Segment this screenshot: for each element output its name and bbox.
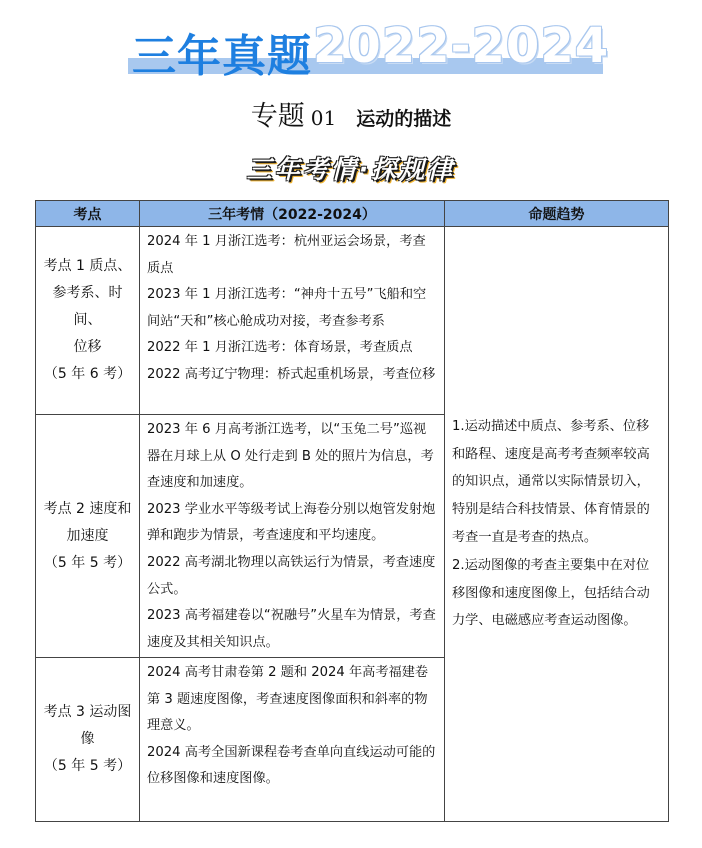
table-header-row bbox=[36, 201, 669, 227]
topic-line: 考点 2 速度和 bbox=[43, 500, 132, 517]
table-row bbox=[36, 227, 669, 415]
banner-years: 2022-2024 bbox=[313, 18, 610, 74]
exams-cell bbox=[140, 415, 445, 658]
exam-item: 2024 高考全国新课程卷考查单向直线运动可能的位移图像和速度图像。 bbox=[147, 744, 436, 787]
exam-item: 2022 高考湖北物理以高铁运行为情景，考查速度公式。 bbox=[147, 554, 436, 597]
exam-analysis-table bbox=[35, 200, 669, 822]
exam-item: 2022 高考辽宁物理：桥式起重机场景，考查位移 bbox=[147, 366, 436, 382]
topic-line: 加速度 bbox=[66, 527, 109, 544]
exams-cell bbox=[140, 658, 445, 822]
header-topic: 考点 bbox=[36, 201, 140, 227]
topic-count: （5 年 5 考） bbox=[43, 758, 132, 774]
page-title bbox=[0, 94, 702, 133]
title-subtitle: 运动的描述 bbox=[356, 108, 452, 130]
exams-cell bbox=[140, 227, 445, 415]
topic-line: 考点 1 质点、 bbox=[43, 258, 132, 274]
topic-line: 位移 bbox=[73, 339, 102, 355]
exam-item: 2023 学业水平等级考试上海卷分别以炮管发射炮弹和跑步为情景，考查速度和平均速度。 bbox=[147, 501, 436, 544]
header-trend: 命题趋势 bbox=[445, 201, 669, 227]
exam-item: 2024 高考甘肃卷第 2 题和 2024 年高考福建卷第 3 题速度图像，考查速度图像面积和斜率的物理意义。 bbox=[147, 665, 429, 734]
banner bbox=[0, 18, 702, 82]
topic-cell bbox=[36, 658, 140, 822]
topic-cell bbox=[36, 227, 140, 415]
exam-item: 2022 年 1 月浙江选考：体育场景，考查质点 bbox=[147, 340, 413, 356]
title-number: 01 bbox=[310, 106, 337, 130]
topic-line: 考点 3 运动图 bbox=[43, 704, 132, 720]
title-main: 专题 bbox=[250, 101, 305, 132]
banner-title: 三年真题 bbox=[132, 31, 312, 82]
topic-count: （5 年 5 考） bbox=[43, 554, 132, 571]
trend-item: 1.运动描述中质点、参考系、位移和路程、速度是高考考查频率较高的知识点，通常以实际情景切入，特别是结合科技情景、体育情景的考查一直是考查的热点。 bbox=[452, 418, 650, 545]
section-heading: 三年考情·探规律 bbox=[246, 155, 456, 184]
trend-cell bbox=[445, 227, 669, 822]
trend-item: 2.运动图像的考查主要集中在对位移图像和速度图像上，包括结合动力学、电磁感应考查运动图像。 bbox=[452, 557, 650, 629]
exam-item: 2023 高考福建卷以“祝融号”火星车为情景，考查速度及其相关知识点。 bbox=[147, 608, 436, 650]
exam-item: 2024 年 1 月浙江选考：杭州亚运会场景，考查质点 bbox=[147, 234, 426, 276]
topic-count: （5 年 6 考） bbox=[43, 366, 132, 382]
topic-line: 像 bbox=[80, 731, 95, 747]
topic-line: 参考系、时间、 bbox=[52, 285, 123, 328]
exam-item: 2023 年 6 月高考浙江选考，以“玉兔二号”巡视器在月球上从 O 处行走到 B 处的照片为信息，考查速度和加速度。 bbox=[147, 422, 434, 491]
topic-cell bbox=[36, 415, 140, 658]
exam-item: 2023 年 1 月浙江选考：“神舟十五号”飞船和空间站“天和”核心舱成功对接，考查参考系 bbox=[147, 287, 427, 329]
header-exams: 三年考情（2022-2024） bbox=[140, 201, 445, 227]
